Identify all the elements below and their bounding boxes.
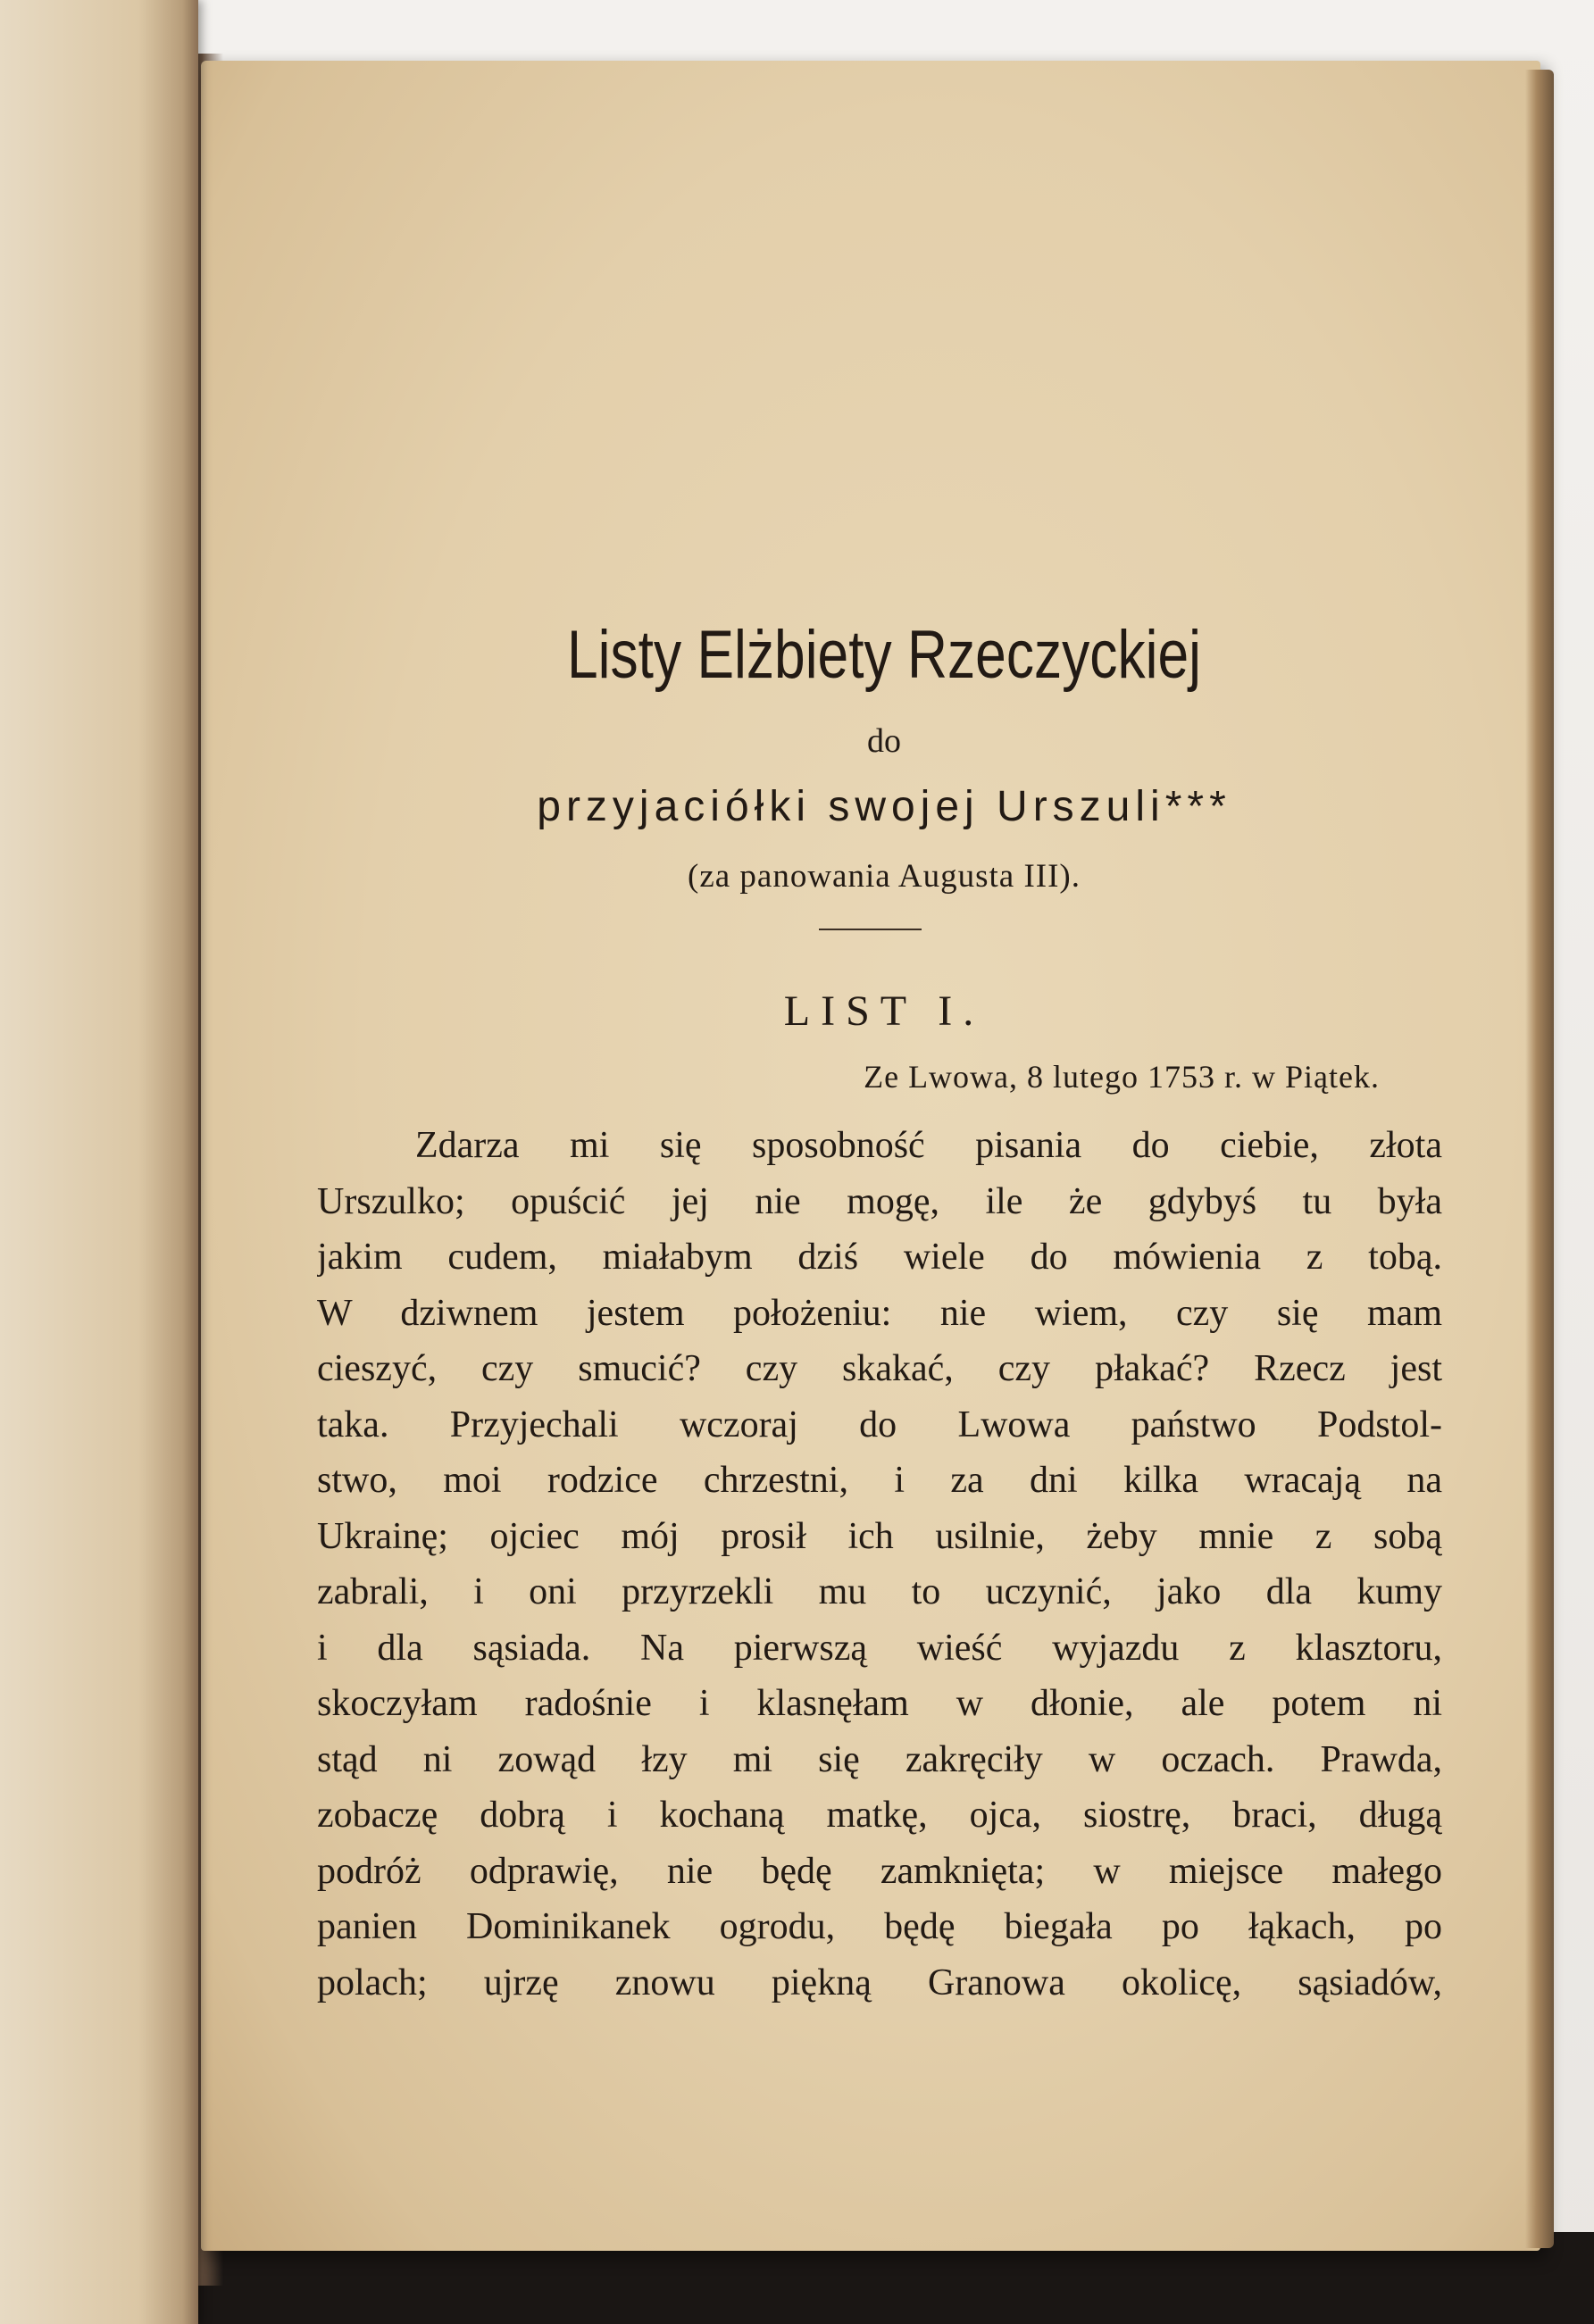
body-line: stwo, moi rodzice chrzestni, i za dni kilka wracają na	[317, 1460, 1442, 1501]
body-line: stąd ni zowąd łzy mi się zakręciły w oczach. Prawda,	[317, 1738, 1442, 1780]
body-line: polach; ujrzę znowu piękną Granowa okolicę, sąsiadów,	[317, 1962, 1442, 2003]
body-line: zabrali, i oni przyrzekli mu to uczynić, jako dla kumy	[317, 1571, 1442, 1612]
body-line: Ukrainę; ojciec mój prosił ich usilnie, żeby mnie z sobą	[317, 1515, 1442, 1557]
body-line: i dla sąsiada. Na pierwszą wieść wyjazdu z klasztoru,	[317, 1627, 1442, 1669]
body-line: taka. Przyjechali wczoraj do Lwowa państwo Podstol-	[317, 1404, 1442, 1445]
body-line: cieszyć, czy smucić? czy skakać, czy płakać? Rzecz jest	[317, 1348, 1442, 1389]
separator-rule	[819, 929, 922, 930]
document-title: Listy Elżbiety Rzeczyckiej	[567, 617, 1201, 693]
body-line: jakim cudem, miałabym dziś wiele do mówienia z tobą.	[317, 1237, 1442, 1278]
letter-heading: LIST I.	[783, 987, 985, 1035]
page-edge	[1525, 70, 1554, 2248]
letter-dateline: Ze Lwowa, 8 lutego 1753 r. w Piątek.	[864, 1059, 1380, 1095]
body-line: Zdarza mi się sposobność pisania do ciebie, złota	[415, 1125, 1442, 1166]
body-line: podróż odprawię, nie będę zamknięta; w miejsce małego	[317, 1850, 1442, 1892]
reign-note: (za panowania Augusta III).	[688, 858, 1081, 895]
document-subtitle: przyjaciółki swojej Urszuli***	[537, 783, 1231, 830]
body-line: Urszulko; opuścić jej nie mogę, ile że gdybyś tu była	[317, 1180, 1442, 1222]
body-line: zobaczę dobrą i kochaną matkę, ojca, siostrę, braci, długą	[317, 1795, 1442, 1836]
body-line: panien Dominikanek ogrodu, będę biegała po łąkach, po	[317, 1906, 1442, 1947]
body-line: skoczyłam radośnie i klasnęłam w dłonie, ale potem ni	[317, 1683, 1442, 1724]
body-line: W dziwnem jestem położeniu: nie wiem, czy się mam	[317, 1292, 1442, 1334]
letter-body	[317, 1118, 1442, 2011]
left-page-edge	[0, 0, 198, 2324]
title-connector: do	[867, 722, 901, 760]
